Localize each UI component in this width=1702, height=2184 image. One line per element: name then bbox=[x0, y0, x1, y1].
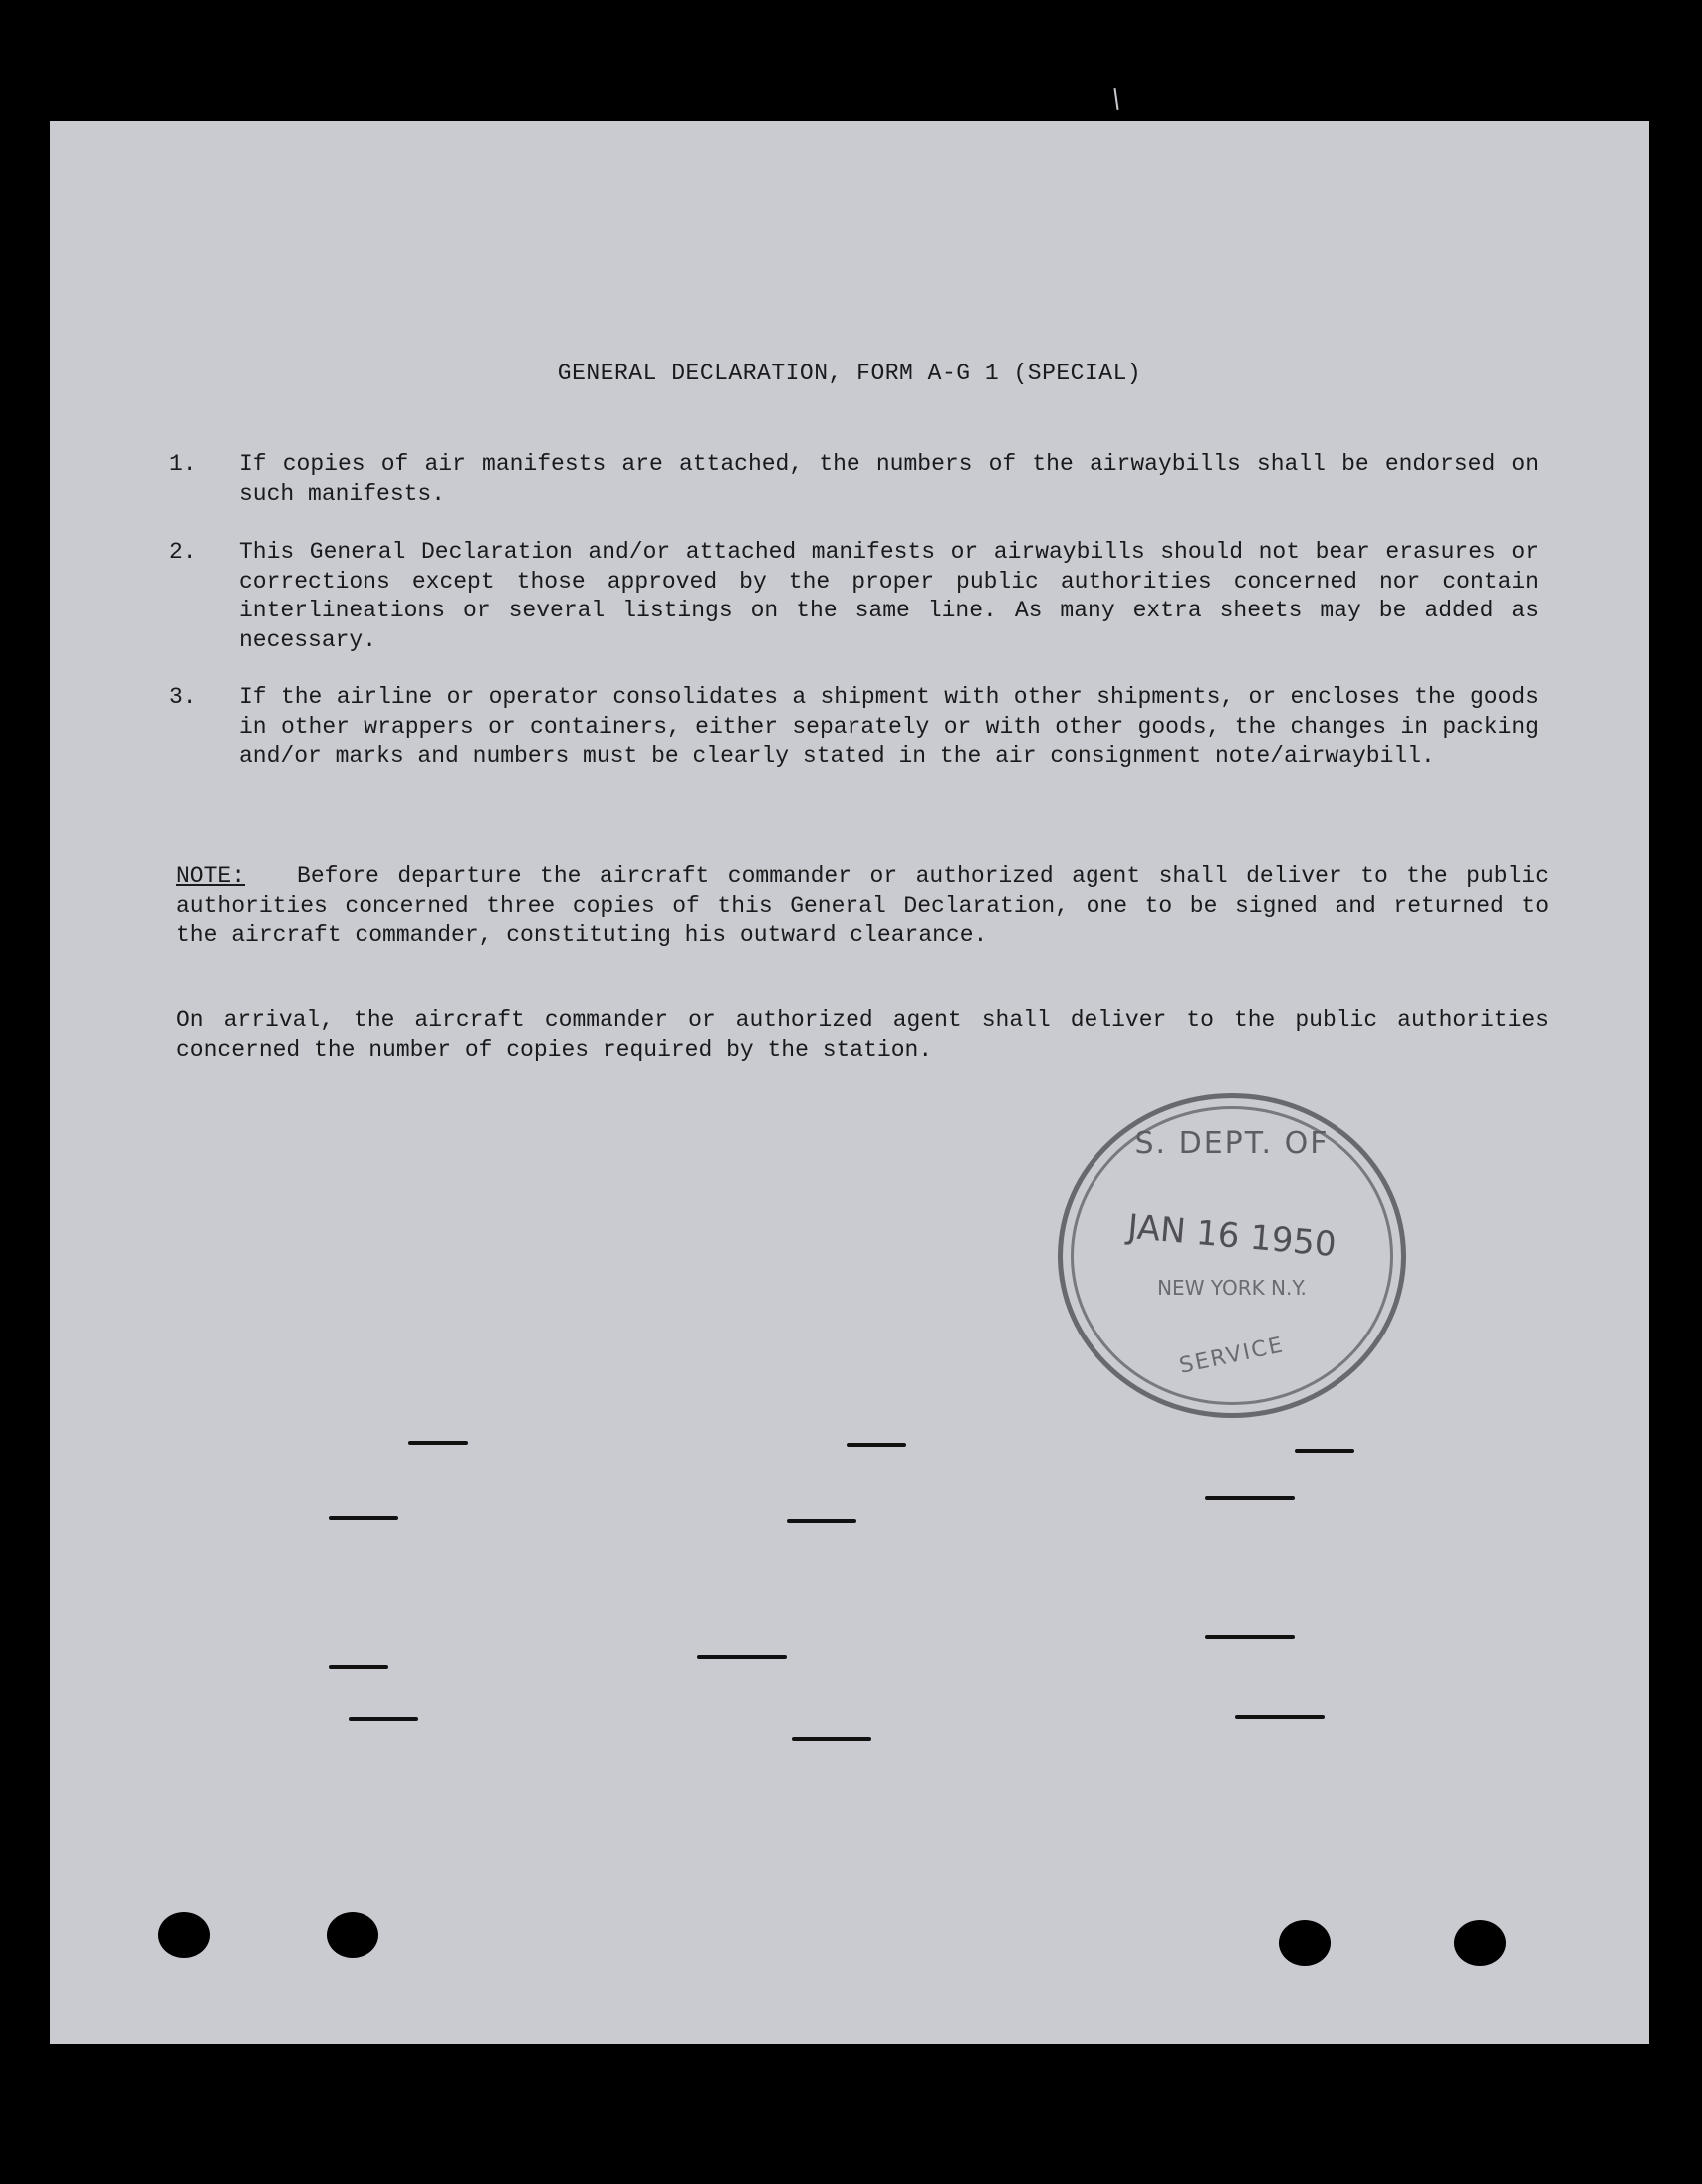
scan-speck bbox=[1295, 1449, 1354, 1453]
scan-speck bbox=[408, 1441, 468, 1445]
scan-speck bbox=[787, 1519, 856, 1523]
note-text: Before departure the aircraft commander or authorized agent shall deliver to the public authorities concerned three copies of this General Declaration, one to be signed and returned to the aircraft commander, constituting his outward clearance. bbox=[176, 863, 1549, 948]
punch-hole bbox=[327, 1912, 378, 1958]
scan-speck bbox=[1205, 1496, 1295, 1500]
stamp-top-text: S. DEPT. OF bbox=[1134, 1126, 1330, 1161]
item-number: 3. bbox=[169, 684, 197, 710]
note-label: NOTE: bbox=[176, 863, 246, 889]
item-number: 1. bbox=[169, 451, 197, 477]
item-number: 2. bbox=[169, 539, 197, 565]
scan-speck bbox=[792, 1737, 871, 1741]
scan-speck bbox=[847, 1443, 906, 1447]
stamp-date: JAN 16 1950 bbox=[1125, 1206, 1338, 1266]
item-text: If the airline or operator consolidates a shipment with other shipments, or encloses the goods in other wrappers or containers, either separately or with other goods, the changes in packing and/or marks and numbers must be clearly stated in the air consignment note/airwaybill. bbox=[239, 684, 1539, 769]
punch-hole bbox=[1279, 1920, 1331, 1966]
punch-hole bbox=[158, 1912, 210, 1958]
punch-hole bbox=[1454, 1920, 1506, 1966]
scan-speck bbox=[329, 1516, 398, 1520]
document-title: GENERAL DECLARATION, FORM A-G 1 (SPECIAL) bbox=[557, 361, 1142, 386]
note-paragraph bbox=[176, 862, 1549, 951]
stamp-city: NEW YORK N.Y. bbox=[1157, 1276, 1307, 1300]
scan-speck bbox=[1235, 1715, 1325, 1719]
arrival-paragraph: On arrival, the aircraft commander or authorized agent shall deliver to the public authorities concerned the number of copies required by the station. bbox=[176, 1007, 1549, 1063]
scan-speck bbox=[1205, 1635, 1295, 1639]
item-text: This General Declaration and/or attached manifests or airwaybills should not bear erasures or corrections except those approved by the proper public authorities concerned nor contain interlineations or several listings on the same line. As many extra sheets may be added as necessary. bbox=[239, 539, 1539, 653]
scan-speck bbox=[697, 1655, 787, 1659]
scan-mark bbox=[1113, 88, 1118, 110]
stamp-bottom-text: SERVICE bbox=[1177, 1333, 1287, 1379]
customs-date-stamp bbox=[1058, 1093, 1406, 1418]
scan-speck bbox=[329, 1665, 388, 1669]
document-page bbox=[50, 121, 1649, 2044]
item-text: If copies of air manifests are attached, the numbers of the airwaybills shall be endorsed on such manifests. bbox=[239, 451, 1539, 507]
scan-speck bbox=[349, 1717, 418, 1721]
